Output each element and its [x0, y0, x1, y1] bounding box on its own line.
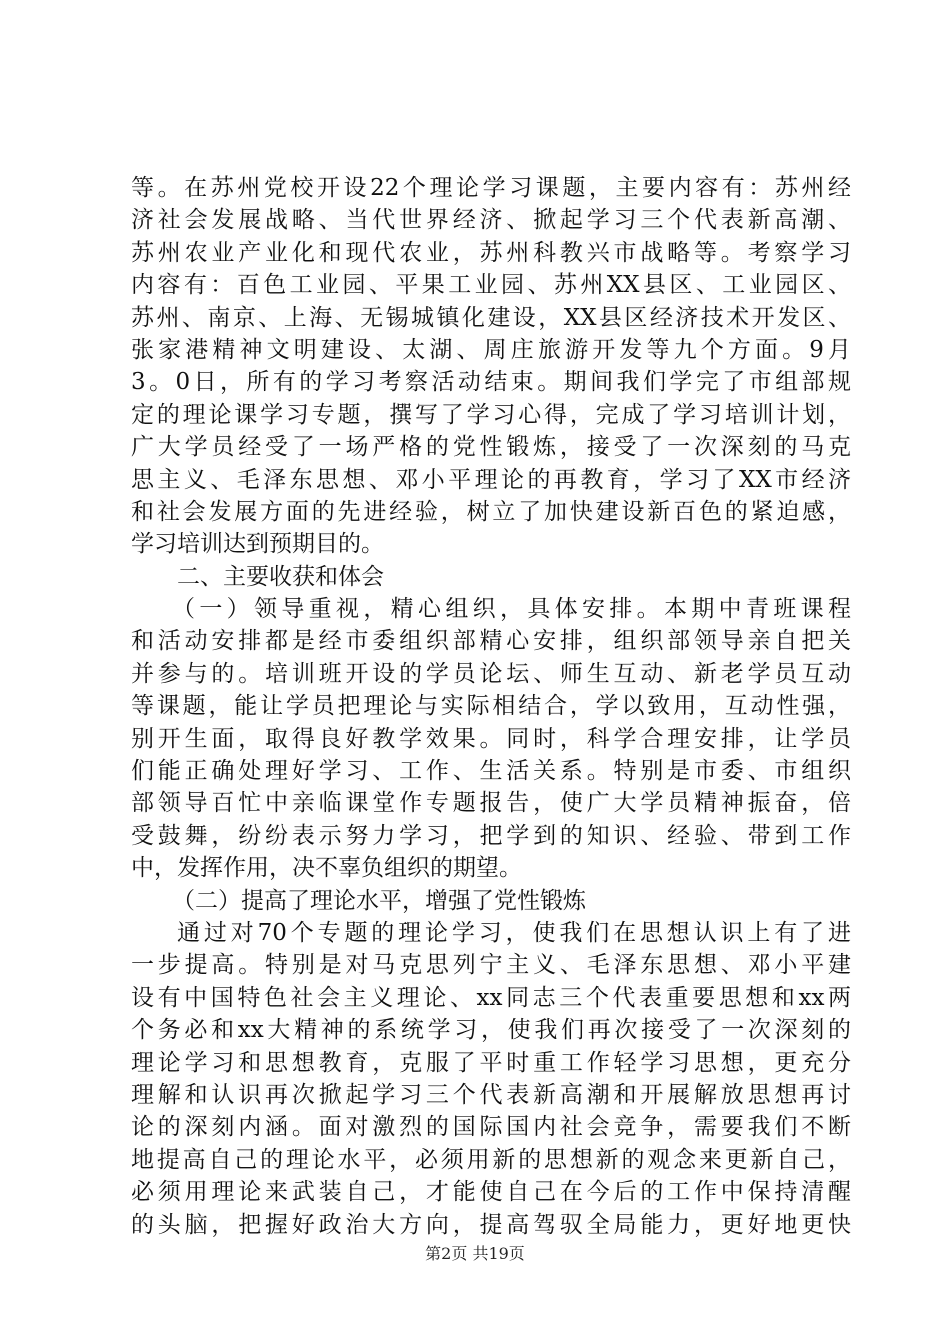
- text-line: 济社会发展战略、当代世界经济、掀起学习三个代表新高潮、: [131, 207, 851, 234]
- text-line: 受鼓舞，纷纷表示努力学习，把学到的知识、经验、带到工作: [131, 822, 851, 849]
- text-line: 必须用理论来武装自己，才能使自己在今后的工作中保持清醒: [131, 1179, 851, 1206]
- text-line: 的头脑，把握好政治大方向，提高驾驭全局能力，更好地更快: [131, 1211, 851, 1238]
- text-line: 3。0日，所有的学习考察活动结束。期间我们学完了市组部规: [131, 369, 851, 396]
- body-text: [131, 172, 851, 1241]
- text-line: 和活动安排都是经市委组织部精心安排，组织部领导亲自把关: [131, 628, 851, 655]
- subsection-heading: （二）提高了理论水平，增强了党性锻炼: [172, 887, 586, 914]
- text-line: 广大学员经受了一场严格的党性锻炼，接受了一次深刻的马克: [131, 434, 851, 461]
- subsection-heading: （一）领导重视，精心组织，具体安排。本期中青班课程: [172, 596, 851, 623]
- text-line: 内容有：百色工业园、平果工业园、苏州XX县区、工业园区、: [131, 272, 851, 299]
- text-line: 地提高自己的理论水平，必须用新的思想新的观念来更新自己，: [131, 1146, 851, 1173]
- text-line: 等。在苏州党校开设22个理论学习课题，主要内容有：苏州经: [131, 175, 851, 201]
- text-line: 思主义、毛泽东思想、邓小平理论的再教育，学习了XX市经济: [131, 466, 851, 493]
- text-line: 和社会发展方面的先进经验，树立了加快建设新百色的紧迫感，: [131, 498, 851, 525]
- text-line: 中，发挥作用，决不辜负组织的期望。: [131, 855, 522, 882]
- text-line: 张家港精神文明建设、太湖、周庄旅游开发等九个方面。9月: [131, 336, 851, 363]
- text-line: 通过对70个专题的理论学习，使我们在思想认识上有了进: [177, 919, 851, 946]
- text-line: 设有中国特色社会主义理论、xx同志三个代表重要思想和xx两: [131, 984, 851, 1011]
- text-line: 定的理论课学习专题，撰写了学习心得，完成了学习培训计划，: [131, 401, 851, 428]
- text-line: 并参与的。培训班开设的学员论坛、师生互动、新老学员互动: [131, 660, 851, 687]
- text-line: 个务必和xx大精神的系统学习，使我们再次接受了一次深刻的: [131, 1017, 851, 1044]
- text-line: 苏州、南京、上海、无锡城镇化建设，XX县区经济技术开发区、: [131, 304, 851, 331]
- text-line: 苏州农业产业化和现代农业，苏州科教兴市战略等。考察学习: [131, 239, 851, 266]
- text-line: 理解和认识再次掀起学习三个代表新高潮和开展解放思想再讨: [131, 1081, 851, 1108]
- text-line: 论的深刻内涵。面对激烈的国际国内社会竞争，需要我们不断: [131, 1114, 851, 1141]
- text-line: 一步提高。特别是对马克思列宁主义、毛泽东思想、邓小平建: [131, 952, 851, 979]
- text-line: 们能正确处理好学习、工作、生活关系。特别是市委、市组织: [131, 758, 851, 785]
- text-line: 理论学习和思想教育，克服了平时重工作轻学习思想，更充分: [131, 1049, 851, 1076]
- text-line: 部领导百忙中亲临课堂作专题报告，使广大学员精神振奋，倍: [131, 790, 851, 817]
- text-line: 别开生面，取得良好教学效果。同时，科学合理安排，让学员: [131, 725, 851, 752]
- page-footer: 第2页 共19页: [425, 1244, 525, 1263]
- text-line: 等课题，能让学员把理论与实际相结合，学以致用，互动性强，: [131, 693, 851, 720]
- section-heading: 二、主要收获和体会: [177, 563, 384, 590]
- text-line: 学习培训达到预期目的。: [131, 531, 384, 558]
